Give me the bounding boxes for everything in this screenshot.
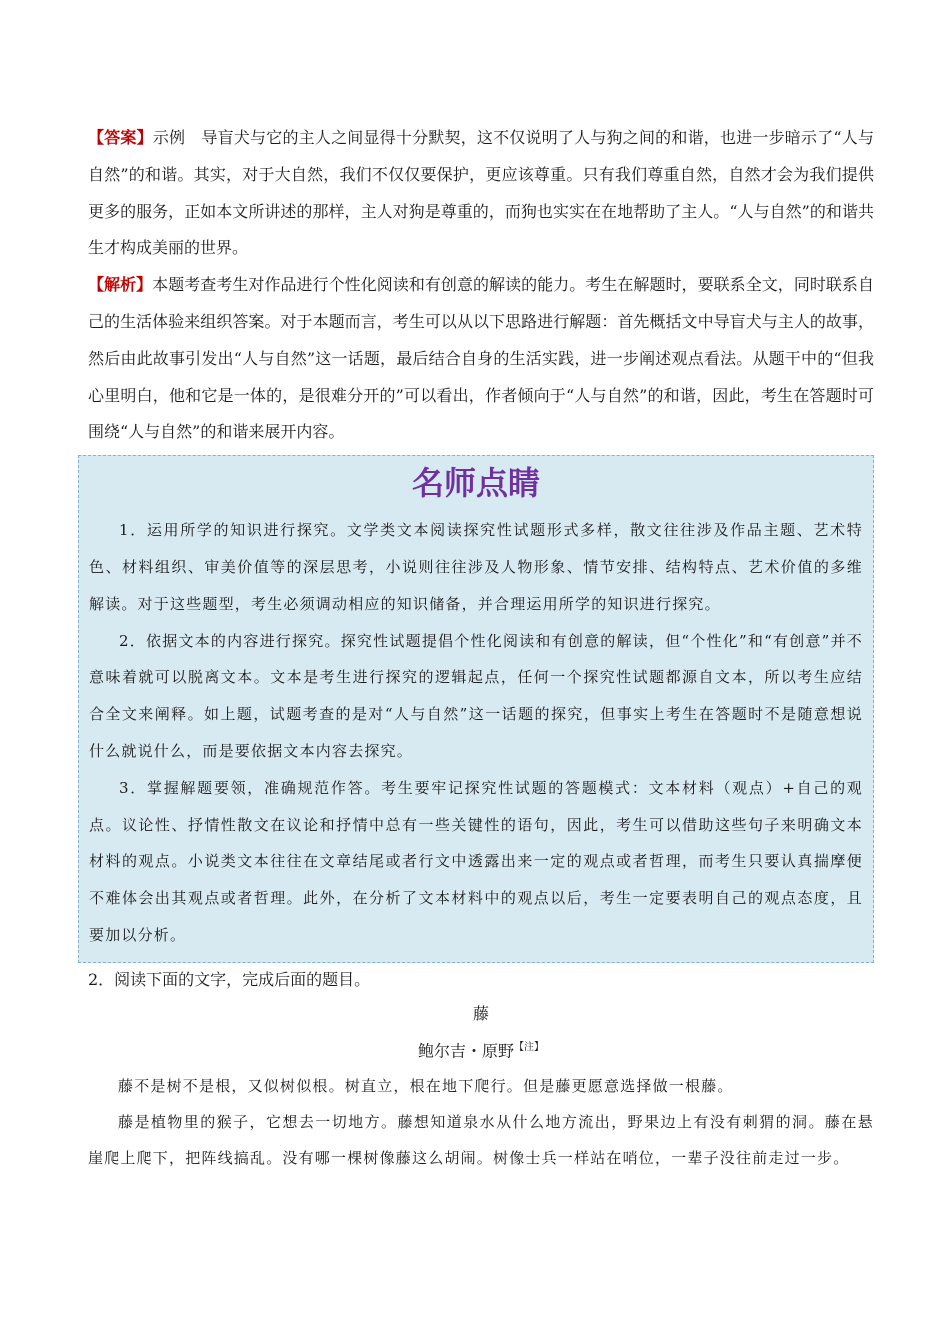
answer-paragraph bbox=[88, 120, 874, 267]
teacher-tips-box bbox=[78, 455, 874, 963]
document-page bbox=[88, 120, 874, 1176]
question-prompt: 2．阅读下面的文字，完成后面的题目。 bbox=[88, 969, 371, 989]
passage-paragraph: 藤不是树不是根，又似树似根。树直立，根在地下爬行。但是藤更愿意选择做一根藤。 bbox=[118, 1077, 734, 1096]
tip-item: 3．掌握解题要领，准确规范作答。考生要牢记探究性试题的答题模式：文本材料（观点）+自己的观点。议论性、抒情性散文在议论和抒情中总有一些关键性的语句，因此，考生可以借助这些句子来明确文本材料的观点。小说类文本往往在文章结尾或者行文中透露出来一定的观点或者哲理，而考生只要认真揣摩便不难体会出其观点或者哲理。此外，在分析了文本材料中的观点以后，考生一定要表明自己的观点态度，且要加以分析。 bbox=[89, 778, 863, 944]
passage-author-line bbox=[88, 1031, 874, 1068]
answer-text: 示例 导盲犬与它的主人之间显得十分默契，这不仅说明了人与狗之间的和谐，也进一步暗示了“人与自然”的和谐。其实，对于大自然，我们不仅仅要保护，更应该尊重。只有我们尊重自然，自然才会为我们提供更多的服务，正如本文所讲述的那样，主人对狗是尊重的，而狗也实实在在地帮助了主人。“人与自然”的和谐共生才构成美丽的世界。 bbox=[88, 128, 874, 258]
tip-item: 1．运用所学的知识进行探究。文学类文本阅读探究性试题形式多样，散文往往涉及作品主题、艺术特色、材料组织、审美价值等的深层思考，小说则往往涉及人物形象、情节安排、结构特点、艺术价值的多维解读。对于这些题型，考生必须调动相应的知识储备，并合理运用所学的知识进行探究。 bbox=[89, 521, 863, 613]
analysis-tag: 【解析】 bbox=[88, 275, 153, 295]
author-note-marker: 【注】 bbox=[514, 1041, 544, 1053]
analysis-paragraph bbox=[88, 267, 874, 451]
passage-author: 鲍尔吉・原野 bbox=[417, 1041, 514, 1061]
passage-paragraph: 藤是植物里的猴子，它想去一切地方。藤想知道泉水从什么地方流出，野果边上有没有刺猬的洞。藤在悬崖爬上爬下，把阵线搞乱。没有哪一棵树像藤这么胡闹。树像士兵一样站在哨位，一辈子没往前走过一步。 bbox=[88, 1113, 874, 1168]
teacher-tips-title: 名师点睛 bbox=[411, 464, 540, 503]
answer-tag: 【答案】 bbox=[88, 128, 153, 147]
analysis-text: 本题考查考生对作品进行个性化阅读和有创意的解读的能力。考生在解题时，要联系全文，同时联系自己的生活体验来组织答案。对于本题而言，考生可以从以下思路进行解题：首先概括文中导盲犬与主人的故事，然后由此故事引发出“人与自然”这一话题，最后结合自身的生活实践，进一步阐述观点看法。从题干中的“但我心里明白，他和它是一体的，是很难分开的”可以看出，作者倾向于“人与自然”的和谐，因此，考生在答题时可围绕“人与自然”的和谐来展开内容。 bbox=[88, 275, 874, 442]
passage-title: 藤 bbox=[472, 1003, 489, 1023]
tip-item: 2．依据文本的内容进行探究。探究性试题提倡个性化阅读和有创意的解读，但“个性化”和“有创意”并不意味着就可以脱离文本。文本是考生进行探究的逻辑起点，任何一个探究性试题都源自文本，所以考生应结合全文来阐释。如上题，试题考查的是对“人与自然”这一话题的探究，但事实上考生在答题时不是随意想说什么就说什么，而是要依据文本内容去探究。 bbox=[89, 631, 863, 760]
